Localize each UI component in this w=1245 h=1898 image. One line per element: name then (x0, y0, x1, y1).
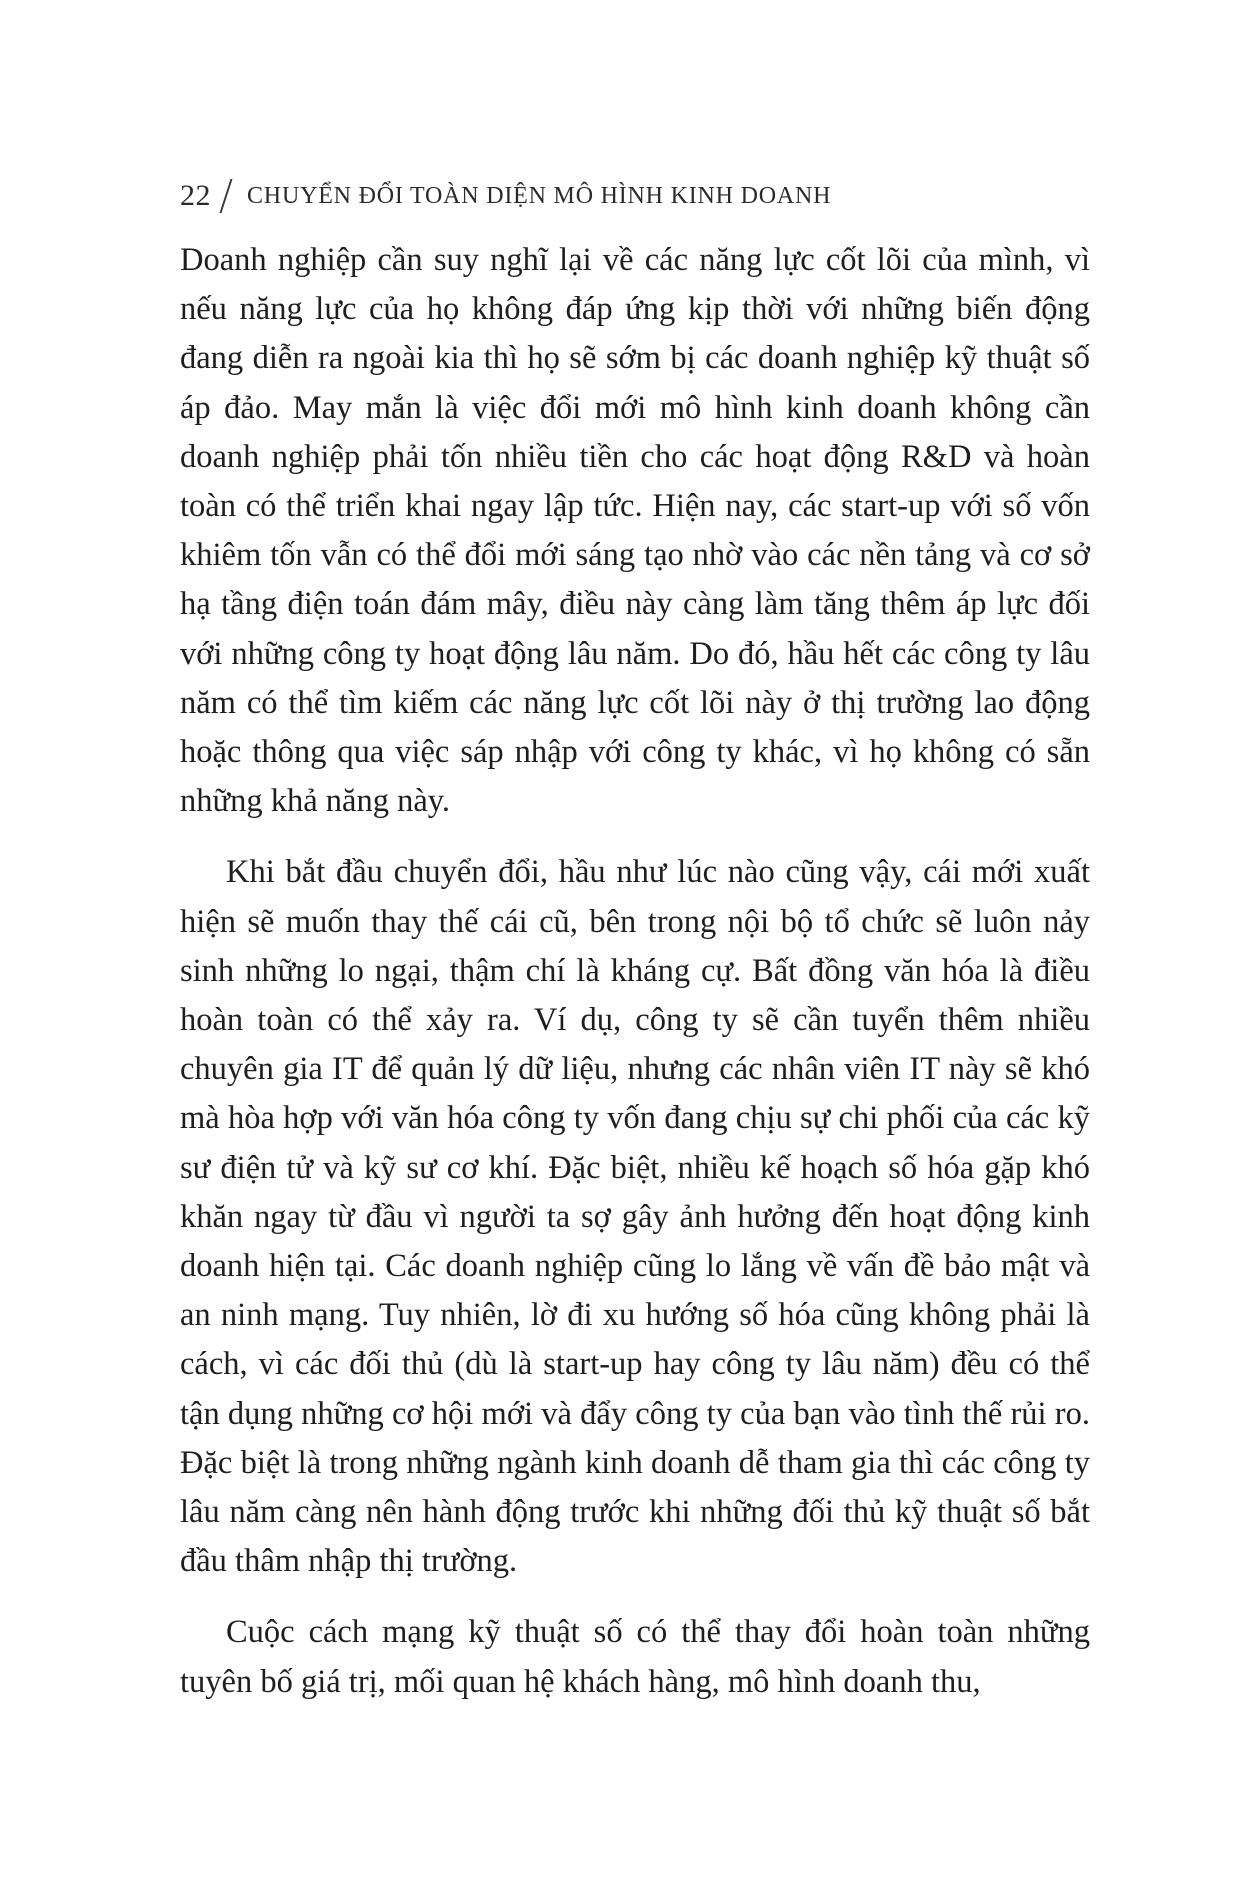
book-title: CHUYỂN ĐỔI TOÀN DIỆN MÔ HÌNH KINH DOANH (247, 182, 832, 209)
paragraph: Khi bắt đầu chuyển đổi, hầu như lúc nào cũng vậy, cái mới xuất hiện sẽ muốn thay thế cái cũ, bên trong nội bộ tổ chức sẽ luôn nảy sinh những lo ngại, thậm chí là kháng cự. Bất đồng văn hóa là điều hoàn toàn có thể xảy ra. Ví dụ, công ty sẽ cần tuyển thêm nhiều chuyên gia IT để quản lý dữ liệu, nhưng các nhân viên IT này sẽ khó mà hòa hợp với văn hóa công ty vốn đang chịu sự chi phối của các kỹ sư điện tử và kỹ sư cơ khí. Đặc biệt, nhiều kế hoạch số hóa gặp khó khăn ngay từ đầu vì người ta sợ gây ảnh hưởng đến hoạt động kinh doanh hiện tại. Các doanh nghiệp cũng lo lắng về vấn đề bảo mật và an ninh mạng. Tuy nhiên, lờ đi xu hướng số hóa cũng không phải là cách, vì các đối thủ (dù là start-up hay công ty lâu năm) đều có thể tận dụng những cơ hội mới và đẩy công ty của bạn vào tình thế rủi ro. Đặc biệt là trong những ngành kinh doanh dễ tham gia thì các công ty lâu năm càng nên hành động trước khi những đối thủ kỹ thuật số bắt đầu thâm nhập thị trường. (180, 854, 1090, 1580)
paragraph: Doanh nghiệp cần suy nghĩ lại về các năng lực cốt lõi của mình, vì nếu năng lực của họ không đáp ứng kịp thời với những biến động đang diễn ra ngoài kia thì họ sẽ sớm bị các doanh nghiệp kỹ thuật số áp đảo. May mắn là việc đổi mới mô hình kinh doanh không cần doanh nghiệp phải tốn nhiều tiền cho các hoạt động R&D và hoàn toàn có thể triển khai ngay lập tức. Hiện nay, các start-up với số vốn khiêm tốn vẫn có thể đổi mới sáng tạo nhờ vào các nền tảng và cơ sở hạ tầng điện toán đám mây, điều này càng làm tăng thêm áp lực đối với những công ty hoạt động lâu năm. Do đó, hầu hết các công ty lâu năm có thể tìm kiếm các năng lực cốt lõi này ở thị trường lao động hoặc thông qua việc sáp nhập với công ty khác, vì họ không có sẵn những khả năng này. (180, 242, 1090, 820)
page-number: 22 (180, 179, 211, 212)
body-text (180, 236, 1090, 1707)
header-divider (219, 179, 232, 213)
paragraph: Cuộc cách mạng kỹ thuật số có thể thay đổi hoàn toàn những tuyên bố giá trị, mối quan hệ khách hàng, mô hình doanh thu, (180, 1614, 1090, 1700)
running-header (180, 176, 1080, 216)
